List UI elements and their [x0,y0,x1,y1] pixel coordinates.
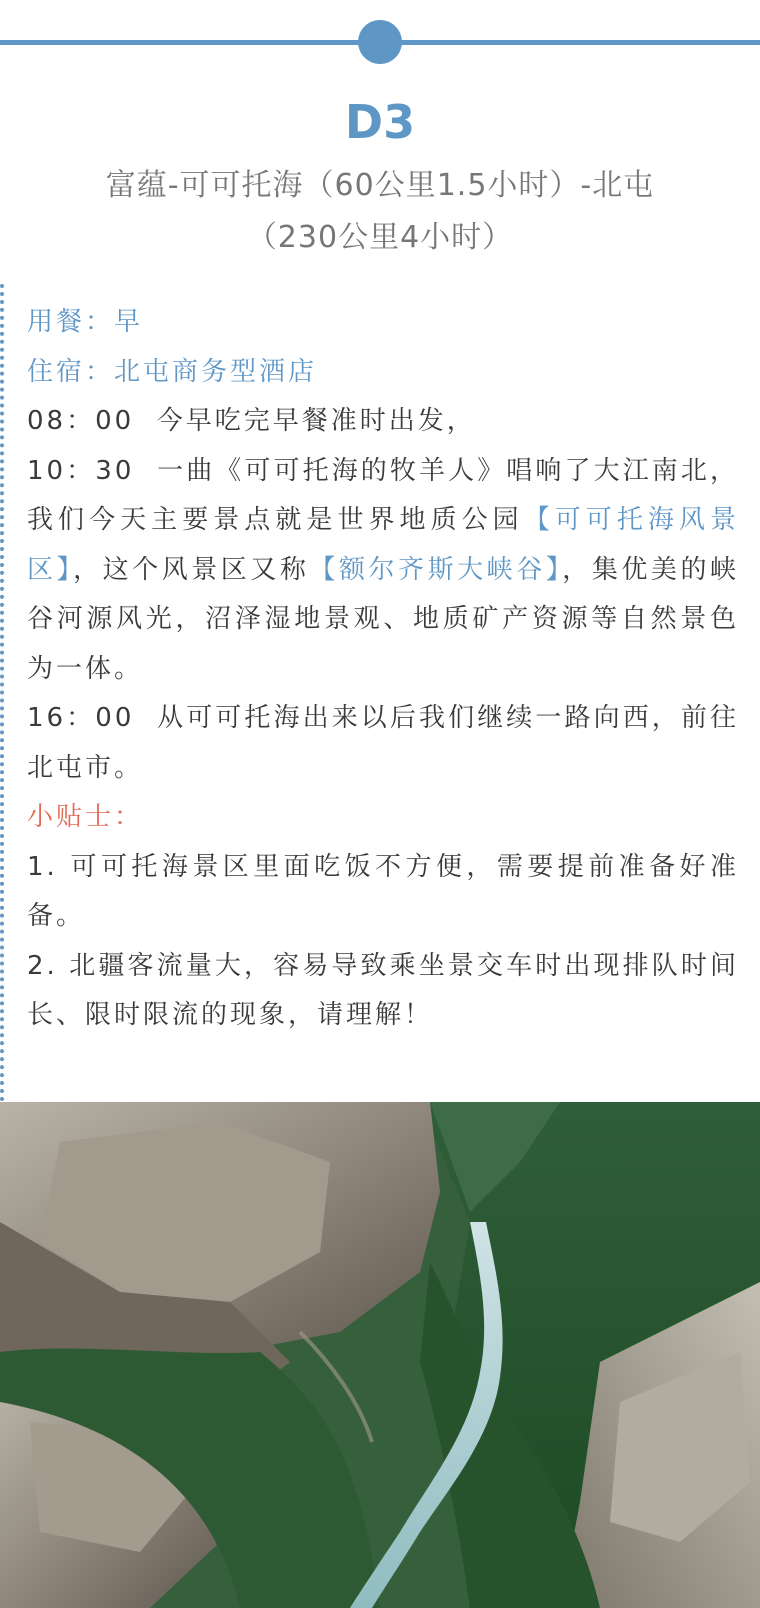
meal-line [27,298,739,348]
highlight-canyon: 【额尔齐斯大峡谷】 [309,554,563,585]
meal-label: 用餐： [27,307,115,337]
meal-value: 早 [114,307,144,337]
tip-2: 2. 北疆客流量大，容易导致乘坐景交车时出现排队时间长、限时限流的现象，请理解！ [27,950,739,1030]
route-line-2: （230公里4小时） [246,220,514,255]
canyon-photo [0,1102,760,1608]
lodging-line [27,348,739,398]
dotted-border [0,284,4,1102]
schedule-text-3: 从可可托海出来以后我们继续一路向西，前往北屯市。 [27,703,739,783]
schedule-text-2c: ，集优美的峡谷河源风光，沼泽湿地景观、地质矿产资源等自然景色为一体。 [27,554,739,684]
lodging-value: 北屯商务型酒店 [114,356,318,387]
schedule-text-2a: 一曲《可可托海的牧羊人》唱响了大江南北，我们今天主要景点就是世界地质公园 [27,455,739,535]
tip-1: 1. 可可托海景区里面吃饭不方便，需要提前准备好准备。 [27,851,739,931]
schedule-time-3: 16：00 [27,703,135,733]
schedule-item-2 [27,447,739,695]
highlight-scenic-area: 【可可托海风景区】 [27,505,739,585]
route-line-1: 富蕴-可可托海（60公里1.5小时）-北屯 [105,168,655,203]
tips-label: 小贴士： [27,802,144,832]
day-title: D3 [344,95,416,149]
itinerary-text [27,298,739,1041]
itinerary-content [0,284,760,1102]
timeline-dot [358,20,402,64]
schedule-item-3 [27,694,739,793]
lodging-label: 住宿： [27,356,115,387]
schedule-text-2b: ，这个风景区又称 [73,554,310,585]
canyon-landscape-illustration [0,1102,760,1608]
schedule-time-2: 10：30 [27,455,135,486]
schedule-time-1: 08：00 [27,406,135,436]
schedule-text-1: 今早吃完早餐准时出发， [156,406,476,436]
route-info [60,160,700,264]
schedule-item-1 [27,397,739,447]
